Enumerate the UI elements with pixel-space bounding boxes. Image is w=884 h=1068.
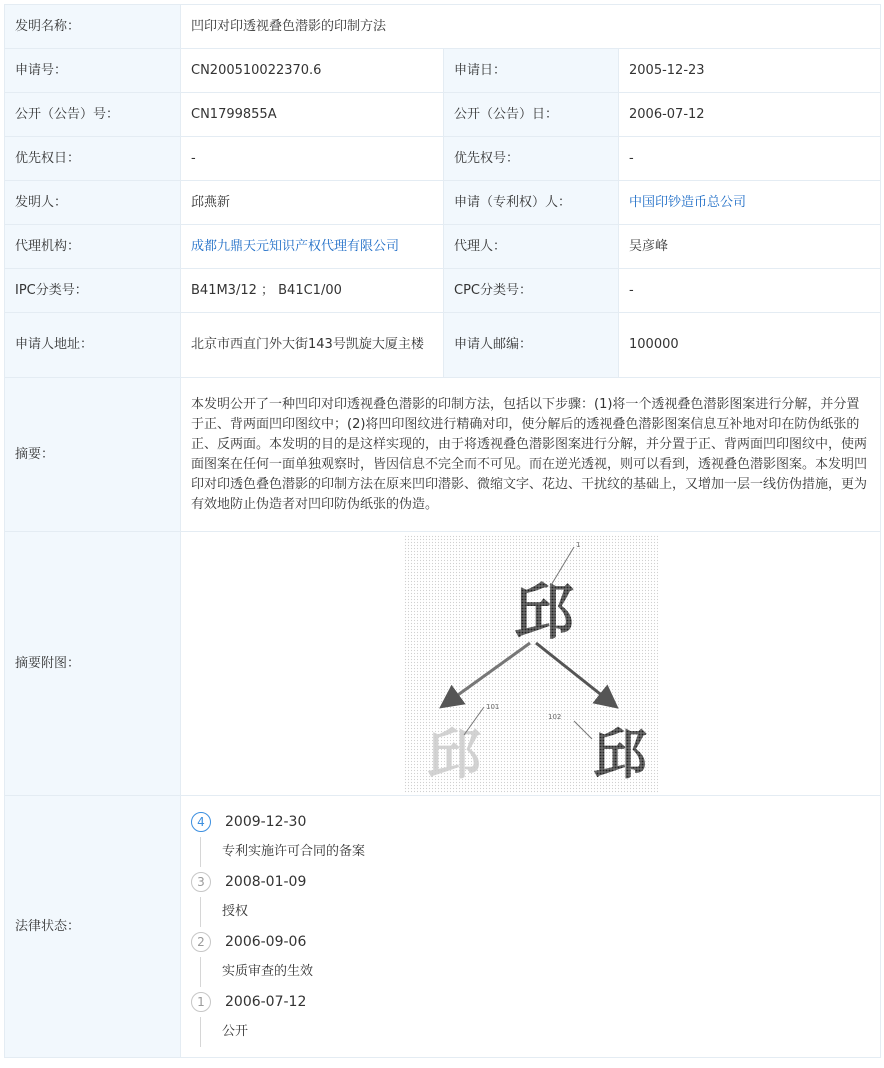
priority-no-label: 优先权号： (444, 137, 619, 181)
priority-date-value: - (181, 137, 444, 181)
agency-cell (181, 225, 444, 269)
timeline-item (191, 807, 870, 867)
legal-status-timeline (181, 796, 881, 1058)
figure-cell (181, 532, 881, 796)
abstract-label: 摘要： (5, 378, 181, 532)
row-inventor (5, 181, 881, 225)
pub-no-label: 公开（公告）号： (5, 93, 181, 137)
abstract-figure[interactable] (404, 535, 658, 793)
cpc-label: CPC分类号： (444, 269, 619, 313)
row-priority (5, 137, 881, 181)
row-address (5, 313, 881, 378)
agency-link[interactable]: 成都九鼎天元知识产权代理有限公司 (191, 238, 400, 254)
timeline-event: 专利实施许可合同的备案 (200, 837, 870, 867)
applicant-label: 申请（专利权）人： (444, 181, 619, 225)
timeline-step-number: 1 (191, 992, 211, 1012)
priority-no-value: - (619, 137, 881, 181)
timeline-step-number: 2 (191, 932, 211, 952)
timeline-step-number: 4 (191, 812, 211, 832)
timeline-date: 2006-09-06 (225, 933, 307, 950)
postcode-label: 申请人邮编： (444, 313, 619, 378)
timeline-date: 2009-12-30 (225, 813, 307, 830)
figure-label: 摘要附图： (5, 532, 181, 796)
ipc-value: B41M3/12 ； B41C1/00 (181, 269, 444, 313)
pub-date-label: 公开（公告）日： (444, 93, 619, 137)
ipc-label: IPC分类号： (5, 269, 181, 313)
agency-label: 代理机构： (5, 225, 181, 269)
invention-name-label: 发明名称： (5, 5, 181, 49)
legal-status-label: 法律状态： (5, 796, 181, 1058)
postcode-value: 100000 (619, 313, 881, 378)
timeline-date: 2006-07-12 (225, 993, 307, 1010)
address-label: 申请人地址： (5, 313, 181, 378)
priority-date-label: 优先权日： (5, 137, 181, 181)
inventor-label: 发明人： (5, 181, 181, 225)
patent-detail-table (4, 4, 881, 1058)
agent-label: 代理人： (444, 225, 619, 269)
timeline-step-number: 3 (191, 872, 211, 892)
figure-callout-102: 102 (547, 712, 561, 721)
address-value: 北京市西直门外大街143号凯旋大厦主楼 (181, 313, 444, 378)
applicant-cell (619, 181, 881, 225)
timeline-event: 实质审查的生效 (200, 957, 870, 987)
figure-glyph-main: 邱 (513, 577, 574, 648)
figure-glyph-left: 邱 (426, 721, 481, 786)
app-date-value: 2005-12-23 (619, 49, 881, 93)
figure-glyph-right: 邱 (592, 721, 647, 786)
timeline-item (191, 867, 870, 927)
invention-name-value: 凹印对印透视叠色潜影的印制方法 (181, 5, 881, 49)
timeline-date: 2008-01-09 (225, 873, 307, 890)
row-classification (5, 269, 881, 313)
inventor-value: 邱燕新 (181, 181, 444, 225)
row-invention-name (5, 5, 881, 49)
timeline-item (191, 927, 870, 987)
pub-date-value: 2006-07-12 (619, 93, 881, 137)
row-application (5, 49, 881, 93)
agent-value: 吴彦峰 (619, 225, 881, 269)
app-no-label: 申请号： (5, 49, 181, 93)
figure-callout-1: 1 (575, 540, 580, 549)
abstract-text: 本发明公开了一种凹印对印透视叠色潜影的印制方法，包括以下步骤：(1)将一个透视叠色潜影图案进行分解，并分置于正、背两面凹印图纹中；(2)将凹印图纹进行精确对印，使分解后的透视叠色潜影图案信息互补地对印在防伪纸张的正、反两面。本发明的目的是这样实现的，由于将透视叠色潜影图案进行分解，并分置于正、背两面凹印图纹中，使两面图案在任何一面单独观察时，皆因信息不完全而不可见。而在逆光透视，则可以看到，透视叠色潜影图案。本发明凹印对印透色叠色潜影的印制方法在原来凹印潜影、微缩文字、花边、干扰纹的基础上，又增加一层一线仿伪措施，更为有效地防止伪造者对凹印防伪纸张的伪造。 (181, 378, 881, 532)
timeline-event: 授权 (200, 897, 870, 927)
figure-callout-101: 101 (485, 702, 499, 711)
app-no-value: CN200510022370.6 (181, 49, 444, 93)
timeline-event: 公开 (200, 1017, 870, 1047)
timeline-item (191, 987, 870, 1047)
applicant-link[interactable]: 中国印钞造币总公司 (629, 194, 747, 210)
row-agency (5, 225, 881, 269)
row-legal-status (5, 796, 881, 1058)
app-date-label: 申请日： (444, 49, 619, 93)
row-publication (5, 93, 881, 137)
row-abstract (5, 378, 881, 532)
row-figure (5, 532, 881, 796)
cpc-value: - (619, 269, 881, 313)
pub-no-value: CN1799855A (181, 93, 444, 137)
